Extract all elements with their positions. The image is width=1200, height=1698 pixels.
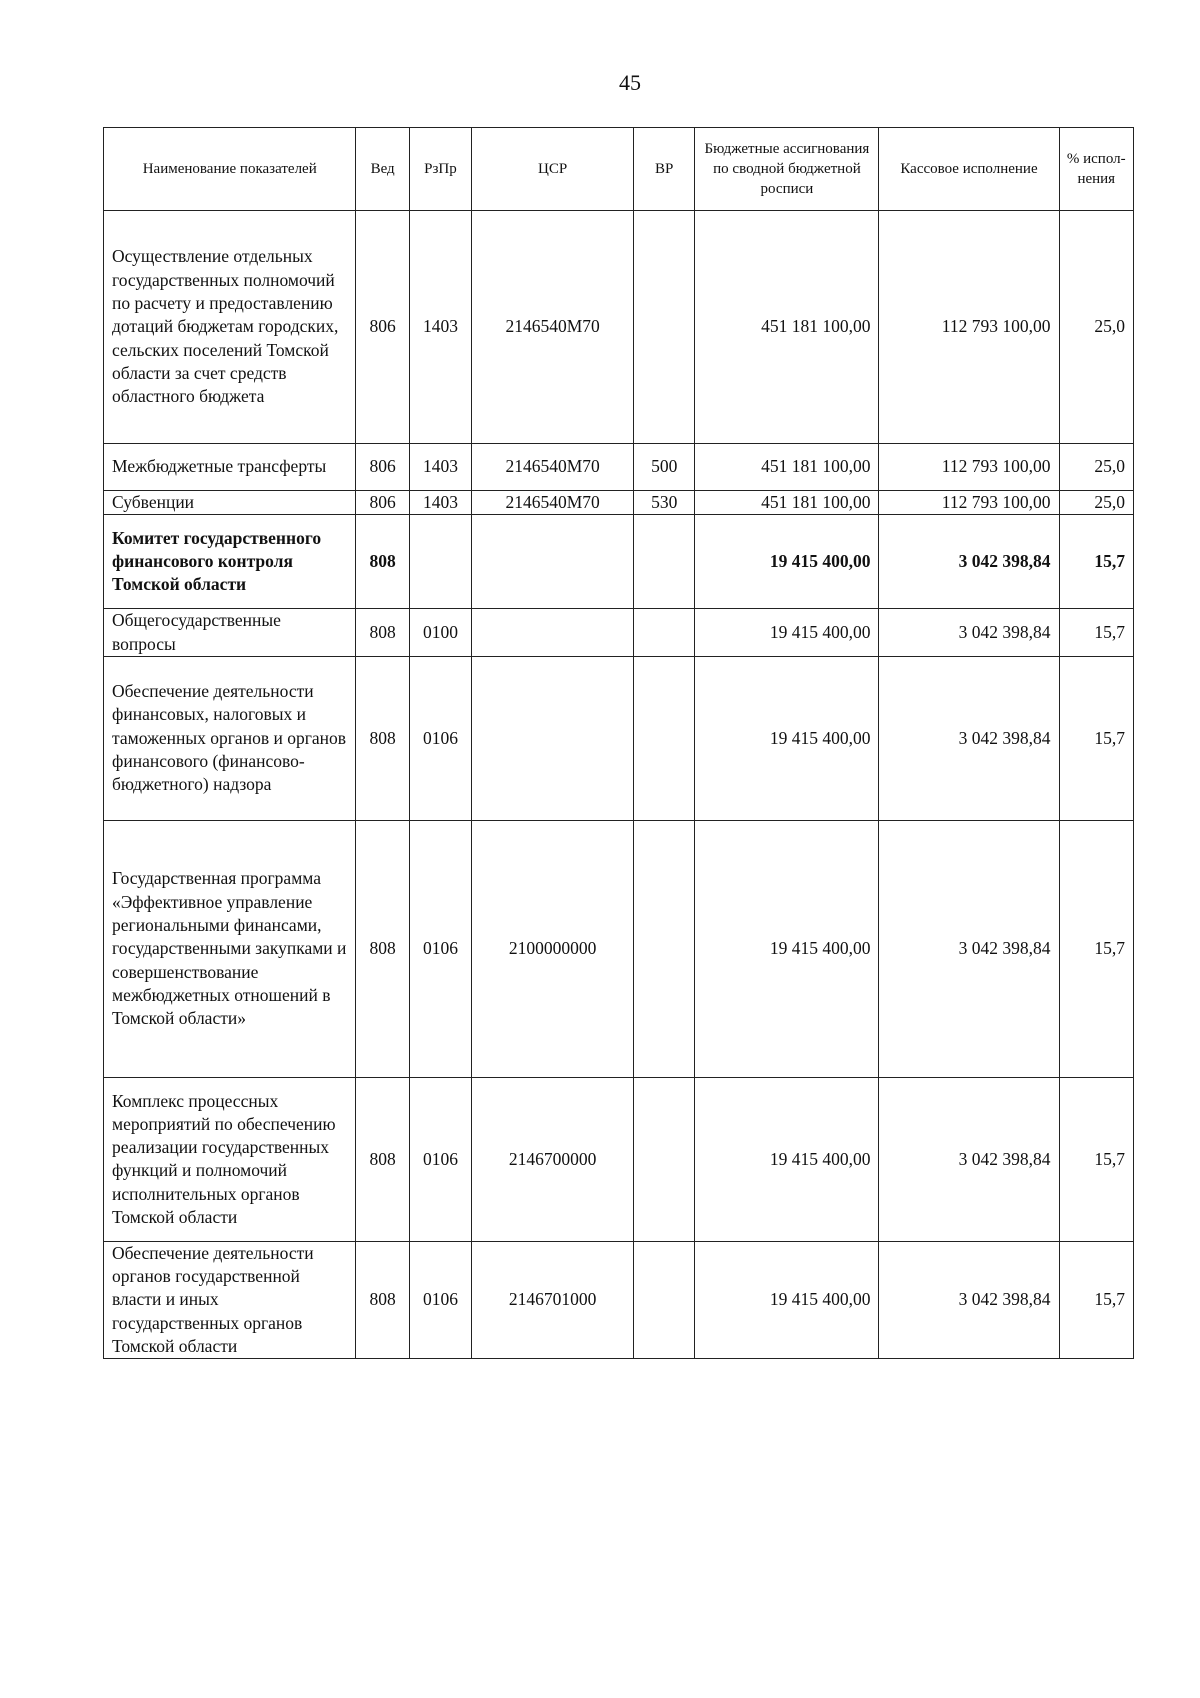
row-rzpr [409,515,471,609]
row-assignments: 19 415 400,00 [695,609,879,657]
table-row [104,609,1134,657]
row-ved: 808 [356,1077,409,1241]
row-name: Государственная программа «Эффективное управление региональными финансами, государственными закупками и совершенствование межбюджетных отношений в Томской области» [104,820,356,1077]
row-assignments: 19 415 400,00 [695,656,879,820]
row-ved: 808 [356,656,409,820]
row-rzpr: 0106 [409,820,471,1077]
row-rzpr: 1403 [409,491,471,515]
row-cash-execution: 3 042 398,84 [879,656,1059,820]
table-row [104,211,1134,444]
row-percent: 15,7 [1059,820,1133,1077]
row-name: Обеспечение деятельности органов государственной власти и иных государственных органов Томской области [104,1241,356,1358]
row-vr [634,211,695,444]
row-cash-execution: 3 042 398,84 [879,1077,1059,1241]
row-name: Комплекс процессных мероприятий по обеспечению реализации государственных функций и полномочий исполнительных органов Томской области [104,1077,356,1241]
row-vr: 500 [634,444,695,491]
row-csr: 2146700000 [472,1077,634,1241]
row-csr: 2146540М70 [472,211,634,444]
table-row [104,1077,1134,1241]
header-rzpr: РзПр [409,128,471,211]
row-csr [472,515,634,609]
row-vr [634,1241,695,1358]
row-assignments: 19 415 400,00 [695,820,879,1077]
row-rzpr: 1403 [409,211,471,444]
budget-execution-table [103,127,1134,1359]
table-row [104,491,1134,515]
header-assignments: Бюджетные ассигнования по сводной бюджетной росписи [695,128,879,211]
row-ved: 806 [356,211,409,444]
row-cash-execution: 3 042 398,84 [879,515,1059,609]
row-ved: 808 [356,820,409,1077]
row-ved: 808 [356,1241,409,1358]
table-row [104,515,1134,609]
row-assignments: 451 181 100,00 [695,211,879,444]
row-name: Комитет государственного финансового контроля Томской области [104,515,356,609]
row-vr [634,656,695,820]
row-rzpr: 0106 [409,1077,471,1241]
row-percent: 25,0 [1059,491,1133,515]
row-name: Межбюджетные трансферты [104,444,356,491]
table-row [104,820,1134,1077]
row-name: Субвенции [104,491,356,515]
row-assignments: 451 181 100,00 [695,491,879,515]
row-percent: 15,7 [1059,1077,1133,1241]
row-ved: 808 [356,515,409,609]
row-ved: 806 [356,491,409,515]
row-ved: 808 [356,609,409,657]
row-name: Осуществление отдельных государственных полномочий по расчету и предоставлению дотаций бюджетам городских, сельских поселений Томской области за счет средств областного бюджета [104,211,356,444]
row-vr [634,1077,695,1241]
row-percent: 15,7 [1059,609,1133,657]
row-percent: 15,7 [1059,656,1133,820]
header-cash-execution: Кассовое исполнение [879,128,1059,211]
row-cash-execution: 3 042 398,84 [879,609,1059,657]
row-assignments: 451 181 100,00 [695,444,879,491]
row-vr [634,609,695,657]
row-cash-execution: 112 793 100,00 [879,211,1059,444]
row-rzpr: 0100 [409,609,471,657]
row-csr: 2146540М70 [472,444,634,491]
row-cash-execution: 112 793 100,00 [879,491,1059,515]
header-percent: % испол-нения [1059,128,1133,211]
row-cash-execution: 112 793 100,00 [879,444,1059,491]
table-row [104,444,1134,491]
row-name: Общегосударственные вопросы [104,609,356,657]
row-csr: 2146540М70 [472,491,634,515]
row-percent: 15,7 [1059,1241,1133,1358]
row-rzpr: 1403 [409,444,471,491]
row-assignments: 19 415 400,00 [695,515,879,609]
row-vr [634,820,695,1077]
row-percent: 25,0 [1059,211,1133,444]
header-vr: ВР [634,128,695,211]
table-row [104,656,1134,820]
row-vr: 530 [634,491,695,515]
row-assignments: 19 415 400,00 [695,1077,879,1241]
row-cash-execution: 3 042 398,84 [879,1241,1059,1358]
header-csr: ЦСР [472,128,634,211]
table-row [104,1241,1134,1358]
row-ved: 806 [356,444,409,491]
row-csr: 2100000000 [472,820,634,1077]
table-header-row [104,128,1134,211]
row-vr [634,515,695,609]
row-cash-execution: 3 042 398,84 [879,820,1059,1077]
row-csr [472,609,634,657]
row-csr: 2146701000 [472,1241,634,1358]
header-ved: Вед [356,128,409,211]
row-name: Обеспечение деятельности финансовых, налоговых и таможенных органов и органов финансового (финансово-бюджетного) надзора [104,656,356,820]
row-csr [472,656,634,820]
row-assignments: 19 415 400,00 [695,1241,879,1358]
row-rzpr: 0106 [409,656,471,820]
header-name: Наименование показателей [104,128,356,211]
page-number: 45 [619,70,641,95]
row-percent: 15,7 [1059,515,1133,609]
row-percent: 25,0 [1059,444,1133,491]
row-rzpr: 0106 [409,1241,471,1358]
